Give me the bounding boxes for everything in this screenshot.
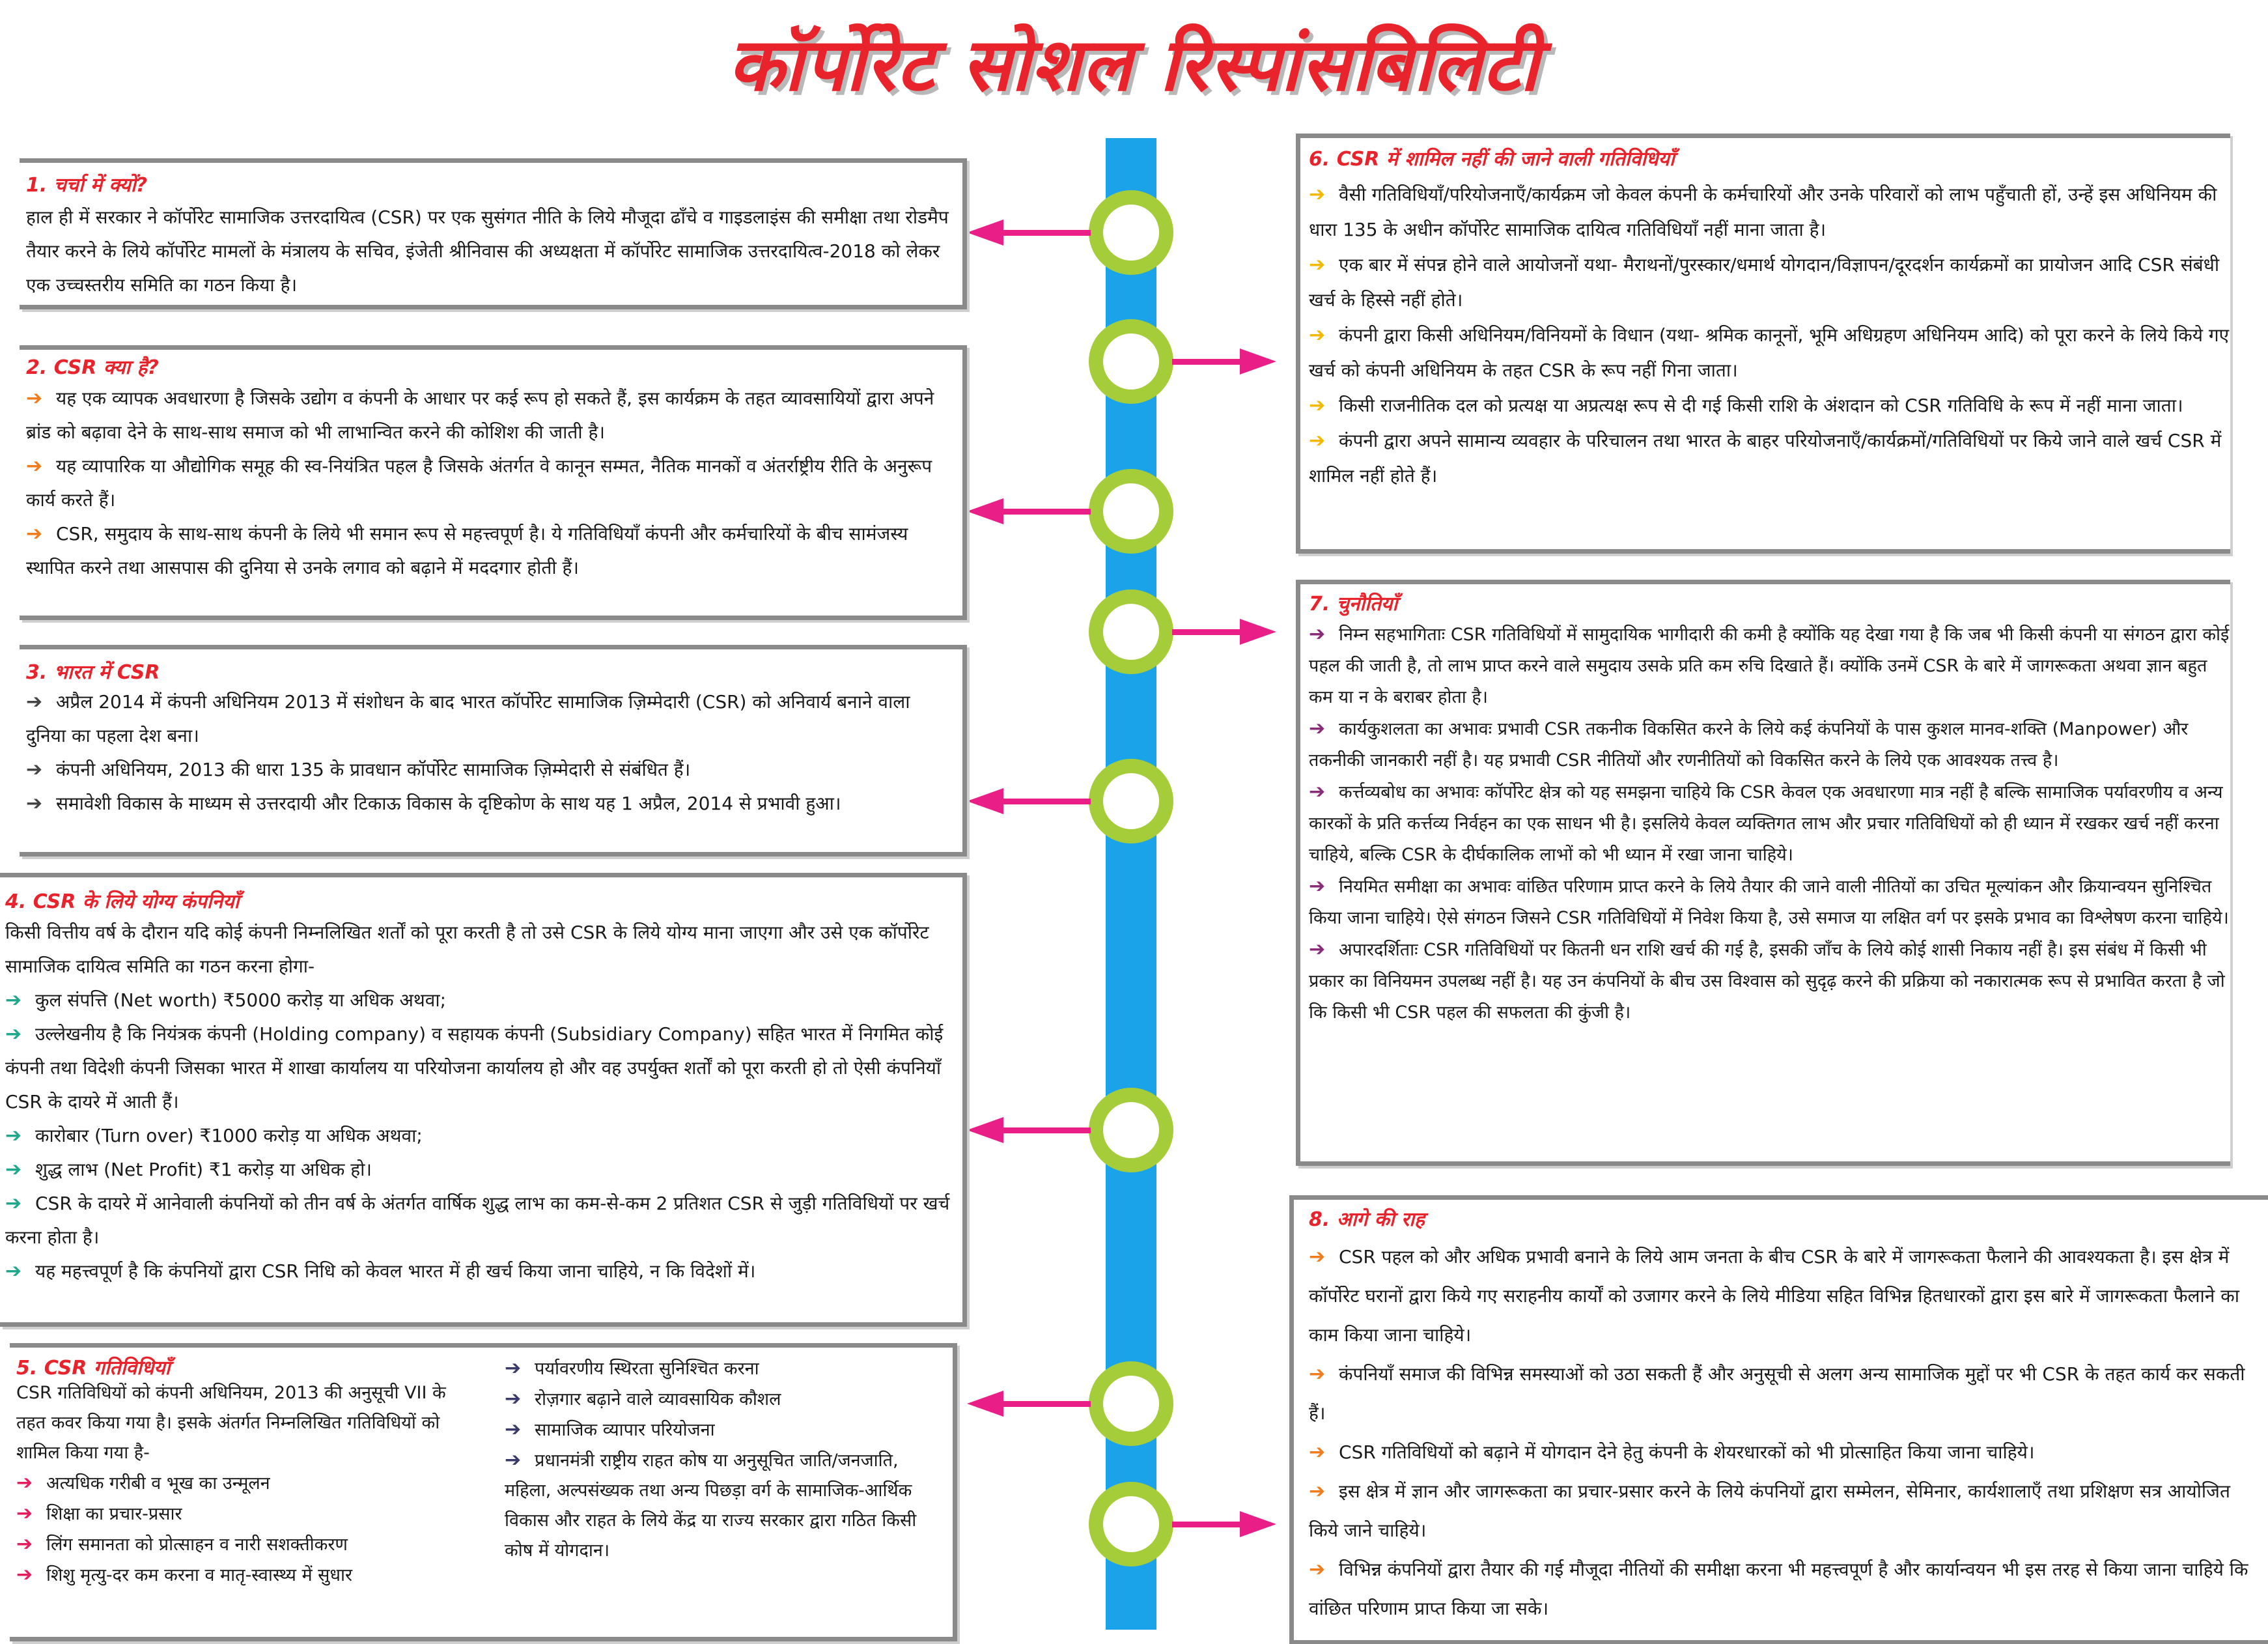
right-arrow-icon: ➔ xyxy=(16,1563,33,1586)
list-item: ➔ यह महत्त्वपूर्ण है कि कंपनियों द्वारा CSR निधि को केवल भारत में ही खर्च किया जाना चाहिये, न कि विदेशों में। xyxy=(5,1254,957,1288)
right-arrow-icon: ➔ xyxy=(26,522,43,545)
right-arrow-icon: ➔ xyxy=(5,1124,22,1147)
timeline-node-8 xyxy=(1089,1482,1173,1566)
list-item: ➔ CSR पहल को और अधिक प्रभावी बनाने के लिये आम जनता के बीच CSR के बारे में जागरूकता फैलाने की आवश्यकता है। इस क्षेत्र में कॉर्पोरेट घरानों द्वारा किये गए सराहनीय कार्यों को उजागर करने के लिये मीडिया सहित विभिन्न हितधारकों द्वारा इस बारे में जागरूकता फैलाने का काम किया जाना चाहिये। xyxy=(1309,1238,2260,1355)
timeline-node-5 xyxy=(1089,759,1173,843)
section-3-list xyxy=(26,685,954,821)
section-3-heading: 3. भारत में CSR xyxy=(26,661,160,684)
list-item: ➔ यह एक व्यापक अवधारणा है जिसके उद्योग व कंपनी के आधार पर कई रूप हो सकते हैं, इस कार्यक्रम के तहत व्यावसायियों द्वारा अपने ब्रांड को बढ़ावा देने के साथ-साथ समाज को भी लाभान्वित करने की कोशिश की जाती है। xyxy=(26,382,954,449)
right-arrow-icon: ➔ xyxy=(1309,1558,1326,1581)
list-item: ➔ सामाजिक व्यापार परियोजना xyxy=(505,1415,947,1445)
section-7-list xyxy=(1309,619,2233,1028)
right-arrow-icon: ➔ xyxy=(26,387,43,410)
right-arrow-icon: ➔ xyxy=(505,1449,522,1471)
section-4-list xyxy=(5,916,957,1288)
right-arrow-icon: ➔ xyxy=(1309,394,1326,417)
section-1-heading: 1. चर्चा में क्यों? xyxy=(26,174,148,197)
list-item: ➔ CSR के दायरे में आनेवाली कंपनियों को तीन वर्ष के अंतर्गत वार्षिक शुद्ध लाभ का कम-से-कम 2 प्रतिशत CSR से जुड़ी गतिविधियों पर खर्च करना होता है। xyxy=(5,1187,957,1254)
list-item: ➔ समावेशी विकास के माध्यम से उत्तरदायी और टिकाऊ विकास के दृष्टिकोण के साथ यह 1 अप्रैल, 2014 से प्रभावी हुआ। xyxy=(26,787,954,821)
timeline-node-4 xyxy=(1089,589,1173,674)
page-title: कॉर्पोरेट सोशल रिस्पांसबिलिटी xyxy=(728,23,1540,107)
right-arrow-icon: ➔ xyxy=(505,1418,522,1441)
list-item: ➔ उल्लेखनीय है कि नियंत्रक कंपनी (Holding company) व सहायक कंपनी (Subsidiary Company) सहित भारत में निगमित कोई कंपनी तथा विदेशी कंपनी जिसका भारत में शाखा कार्यालय या परियोजना कार्यालय हो और वह उपर्युक्त शर्तों को पूरा करती हो तो ऐसी कंपनियाँ CSR के दायरे में आती हैं। xyxy=(5,1017,957,1119)
right-arrow-icon: ➔ xyxy=(26,792,43,815)
section-4-heading: 4. CSR के लिये योग्य कंपनियाँ xyxy=(5,890,240,913)
right-arrow-icon: ➔ xyxy=(505,1387,522,1410)
list-item: ➔ शुद्ध लाभ (Net Profit) ₹1 करोड़ या अधिक हो। xyxy=(5,1153,957,1187)
left-arrow-icon xyxy=(967,788,1091,814)
right-arrow-icon: ➔ xyxy=(1309,183,1326,206)
right-arrow-icon: ➔ xyxy=(5,989,22,1012)
right-arrow-icon: ➔ xyxy=(1309,1245,1326,1268)
right-arrow-icon: ➔ xyxy=(1309,780,1326,803)
section-5-heading: 5. CSR गतिविधियाँ xyxy=(16,1357,171,1380)
right-arrow-icon: ➔ xyxy=(16,1533,33,1555)
list-item: ➔ एक बार में संपन्न होने वाले आयोजनों यथा- मैराथनों/पुरस्कार/धमार्थ योगदान/विज्ञापन/दूरदर्शन कार्यक्रमों का प्रायोजन आदि CSR संबंधी खर्च के हिस्से नहीं होते। xyxy=(1309,248,2233,318)
list-item: ➔ रोज़गार बढ़ाने वाले व्यावसायिक कौशल xyxy=(505,1384,947,1415)
timeline-node-6 xyxy=(1089,1088,1173,1172)
list-item: ➔ लिंग समानता को प्रोत्साहन व नारी सशक्तीकरण xyxy=(16,1529,472,1560)
right-arrow-icon: ➔ xyxy=(1309,429,1326,452)
list-item: ➔ कुल संपत्ति (Net worth) ₹5000 करोड़ या अधिक अथवा; xyxy=(5,984,957,1017)
list-item: ➔ कंपनी अधिनियम, 2013 की धारा 135 के प्रावधान कॉर्पोरेट सामाजिक ज़िम्मेदारी से संबंधित हैं। xyxy=(26,753,954,787)
right-arrow-icon: ➔ xyxy=(1309,717,1326,740)
list-item: ➔ अपारदर्शिताः CSR गतिविधियों पर कितनी धन राशि खर्च की गई है, इसकी जाँच के लिये कोई शासी निकाय नहीं है। इस संबंध में किसी भी प्रकार का विनियमन उपलब्ध नहीं है। यह उन कंपनियों के बीच उस विश्वास को सुदृढ़ करने की प्रक्रिया को नकारात्मक रूप से प्रभावित करता है जो कि किसी भी CSR पहल की सफलता की कुंजी है। xyxy=(1309,934,2233,1028)
section-2-heading: 2. CSR क्या है? xyxy=(26,356,159,379)
list-item: ➔ कार्यकुशलता का अभावः प्रभावी CSR तकनीक विकसित करने के लिये कई कंपनियों के पास कुशल मानव-शक्ति (Manpower) और तकनीकी जानकारी नहीं है। यह प्रभावी CSR नीतियों और रणनीतियों को विकसित करने के लिये एक आवश्यक तत्त्व है। xyxy=(1309,713,2233,776)
right-arrow-icon: ➔ xyxy=(1309,875,1326,898)
timeline-node-3 xyxy=(1089,469,1173,554)
section-4-intro: किसी वित्तीय वर्ष के दौरान यदि कोई कंपनी निम्नलिखित शर्तों को पूरा करती है तो उसे CSR के लिये योग्य माना जाएगा और उसे एक कॉर्पोरेट सामाजिक दायित्व समिति का गठन करना होगा- xyxy=(5,922,929,977)
list-item: ➔ इस क्षेत्र में ज्ञान और जागरूकता का प्रचार-प्रसार करने के लिये कंपनियों द्वारा सम्मेलन, सेमिनार, कार्यशालाएँ तथा प्रशिक्षण सत्र आयोजित किये जाने चाहिये। xyxy=(1309,1472,2260,1550)
timeline-node-1 xyxy=(1089,190,1173,275)
right-arrow-icon: ➔ xyxy=(1309,1441,1326,1464)
list-item: ➔ CSR गतिविधियों को बढ़ाने में योगदान देने हेतु कंपनी के शेयरधारकों को भी प्रोत्साहित किया जाना चाहिये। xyxy=(1309,1433,2260,1472)
list-item: ➔ निम्न सहभागिताः CSR गतिविधियों में सामुदायिक भागीदारी की कमी है क्योंकि यह देखा गया है कि जब भी किसी कंपनी या संगठन द्वारा कोई पहल की जाती है, तो लाभ प्राप्त करने वाले समुदाय उसके प्रति कम रुचि दिखाते हैं। क्योंकि उनमें CSR के बारे में जागरूकता अथवा ज्ञान बहुत कम या न के बराबर होता है। xyxy=(1309,619,2233,713)
right-arrow-icon: ➔ xyxy=(505,1357,522,1380)
right-arrow-icon: ➔ xyxy=(1309,623,1326,645)
section-6-list xyxy=(1309,177,2233,494)
list-item: ➔ कंपनियाँ समाज की विभिन्न समस्याओं को उठा सकती हैं और अनुसूची से अलग अन्य सामाजिक मुद्दों पर भी CSR के तहत कार्य कर सकती हैं। xyxy=(1309,1355,2260,1433)
section-5-intro: CSR गतिविधियों को कंपनी अधिनियम, 2013 की अनुसूची VII के तहत कवर किया गया है। इसके अंतर्गत निम्नलिखित गतिविधियों को शामिल किया गया है- xyxy=(16,1383,446,1463)
right-arrow-icon xyxy=(1172,619,1276,645)
section-2-list xyxy=(26,382,954,585)
left-arrow-icon xyxy=(967,1391,1091,1417)
right-arrow-icon: ➔ xyxy=(1309,253,1326,276)
right-arrow-icon xyxy=(1172,348,1276,375)
right-arrow-icon: ➔ xyxy=(5,1192,22,1215)
left-arrow-icon xyxy=(967,1117,1091,1143)
section-1-body: हाल ही में सरकार ने कॉर्पोरेट सामाजिक उत्तरदायित्व (CSR) पर एक सुसंगत नीति के लिये मौजूदा ढाँचे व गाइडलाइंस की समीक्षा तथा रोडमैप तैयार करने के लिये कॉर्पोरेट मामलों के मंत्रालय के सचिव, इंजेती श्रीनिवास की अध्यक्षता में कॉर्पोरेट सामाजिक उत्तरदायित्व-2018 को लेकर एक उच्चस्तरीय समिति का गठन किया है। xyxy=(26,206,949,296)
right-arrow-icon: ➔ xyxy=(1309,324,1326,347)
section-5-left-list xyxy=(16,1378,472,1591)
timeline-node-7 xyxy=(1089,1361,1173,1446)
right-arrow-icon: ➔ xyxy=(1309,1480,1326,1503)
list-item: ➔ प्रधानमंत्री राष्ट्रीय राहत कोष या अनुसूचित जाति/जनजाति, महिला, अल्पसंख्यक तथा अन्य पिछड़ा वर्ग के सामाजिक-आर्थिक विकास और राहत के लिये केंद्र या राज्य सरकार द्वारा गठित किसी कोष में योगदान। xyxy=(505,1445,947,1566)
timeline-node-2 xyxy=(1089,319,1173,404)
right-arrow-icon: ➔ xyxy=(1309,938,1326,961)
list-item: ➔ किसी राजनीतिक दल को प्रत्यक्ष या अप्रत्यक्ष रूप से दी गई किसी राशि के अंशदान को CSR गतिविधि के रूप में नहीं माना जाता। xyxy=(1309,388,2233,423)
list-item: ➔ नियमित समीक्षा का अभावः वांछित परिणाम प्राप्त करने के लिये तैयार की जाने वाली नीतियों का उचित मूल्यांकन और क्रियान्वयन सुनिश्चित किया जाना चाहिये। ऐसे संगठन जिसने CSR गतिविधियों में निवेश किया है, उसे समाज या लक्षित वर्ग पर इसके प्रभाव का विश्लेषण करना चाहिये। xyxy=(1309,871,2233,934)
right-arrow-icon: ➔ xyxy=(26,690,43,713)
left-arrow-icon xyxy=(967,220,1091,246)
list-item: ➔ वैसी गतिविधियाँ/परियोजनाएँ/कार्यक्रम जो केवल कंपनी के कर्मचारियों और उनके परिवारों को लाभ पहुँचाती हों, उन्हें इस अधिनियम की धारा 135 के अधीन कॉर्पोरेट सामाजिक दायित्व गतिविधियाँ नहीं माना जाता है। xyxy=(1309,177,2233,248)
list-item: ➔ CSR, समुदाय के साथ-साथ कंपनी के लिये भी समान रूप से महत्त्वपूर्ण है। ये गतिविधियाँ कंपनी और कर्मचारियों के बीच सामंजस्य स्थापित करने तथा आसपास की दुनिया से उनके लगाव को बढ़ाने में मददगार होती हैं। xyxy=(26,517,954,585)
list-item: ➔ कर्त्तव्यबोध का अभावः कॉर्पोरेट क्षेत्र को यह समझना चाहिये कि CSR केवल एक अवधारणा मात्र नहीं है बल्कि सामाजिक पर्यावरणीय व अन्य कारकों के प्रति कर्त्तव्य निर्वहन का एक साधन भी है। इसलिये केवल व्यक्तिगत लाभ और प्रचार गतिविधियों को ही ध्यान में रखकर खर्च नहीं करना चाहिये, बल्कि CSR के दीर्घकालिक लाभों को भी ध्यान में रखा जाना चाहिये। xyxy=(1309,776,2233,871)
right-arrow-icon: ➔ xyxy=(5,1260,22,1283)
list-item: ➔ विभिन्न कंपनियों द्वारा तैयार की गई मौजूदा नीतियों की समीक्षा करना भी महत्त्वपूर्ण है और कार्यान्वयन भी इस तरह से किया जाना चाहिये कि वांछित परिणाम प्राप्त किया जा सके। xyxy=(1309,1550,2260,1628)
section-6-heading: 6. CSR में शामिल नहीं की जाने वाली गतिविधियाँ xyxy=(1309,148,1675,171)
section-8-heading: 8. आगे की राह xyxy=(1309,1208,1425,1231)
list-item: ➔ कारोबार (Turn over) ₹1000 करोड़ या अधिक अथवा; xyxy=(5,1119,957,1153)
right-arrow-icon: ➔ xyxy=(16,1471,33,1494)
right-arrow-icon: ➔ xyxy=(5,1023,22,1045)
right-arrow-icon xyxy=(1172,1511,1276,1537)
list-item: ➔ अत्यधिक गरीबी व भूख का उन्मूलन xyxy=(16,1468,472,1499)
list-item: ➔ कंपनी द्वारा अपने सामान्य व्यवहार के परिचालन तथा भारत के बाहर परियोजनाएँ/कार्यक्रमों/गतिविधियों पर किये जाने वाले खर्च CSR में शामिल नहीं होते हैं। xyxy=(1309,423,2233,494)
right-arrow-icon: ➔ xyxy=(5,1158,22,1181)
list-item: ➔ पर्यावरणीय स्थिरता सुनिश्चित करना xyxy=(505,1353,947,1384)
section-7-heading: 7. चुनौतियाँ xyxy=(1309,593,1398,616)
right-arrow-icon: ➔ xyxy=(26,455,43,477)
section-8-list xyxy=(1309,1238,2260,1628)
left-arrow-icon xyxy=(967,498,1091,524)
list-item: ➔ अप्रैल 2014 में कंपनी अधिनियम 2013 में संशोधन के बाद भारत कॉर्पोरेट सामाजिक ज़िम्मेदारी (CSR) को अनिवार्य बनाने वाला दुनिया का पहला देश बना। xyxy=(26,685,954,753)
right-arrow-icon: ➔ xyxy=(16,1502,33,1525)
right-arrow-icon: ➔ xyxy=(26,758,43,781)
list-item: ➔ यह व्यापारिक या औद्योगिक समूह की स्व-नियंत्रित पहल है जिसके अंतर्गत वे कानून सम्मत, नैतिक मानकों व अंतर्राष्ट्रीय रीति के अनुरूप कार्य करते हैं। xyxy=(26,449,954,517)
section-5-right-list xyxy=(505,1353,947,1566)
list-item: ➔ शिक्षा का प्रचार-प्रसार xyxy=(16,1499,472,1529)
right-arrow-icon: ➔ xyxy=(1309,1363,1326,1385)
list-item: ➔ कंपनी द्वारा किसी अधिनियम/विनियमों के विधान (यथा- श्रमिक कानूनों, भूमि अधिग्रहण अधिनियम आदि) को पूरा करने के लिये किये गए खर्च को कंपनी अधिनियम के तहत CSR के रूप नहीं गिना जाता। xyxy=(1309,318,2233,388)
list-item: ➔ शिशु मृत्यु-दर कम करना व मातृ-स्वास्थ्य में सुधार xyxy=(16,1560,472,1591)
